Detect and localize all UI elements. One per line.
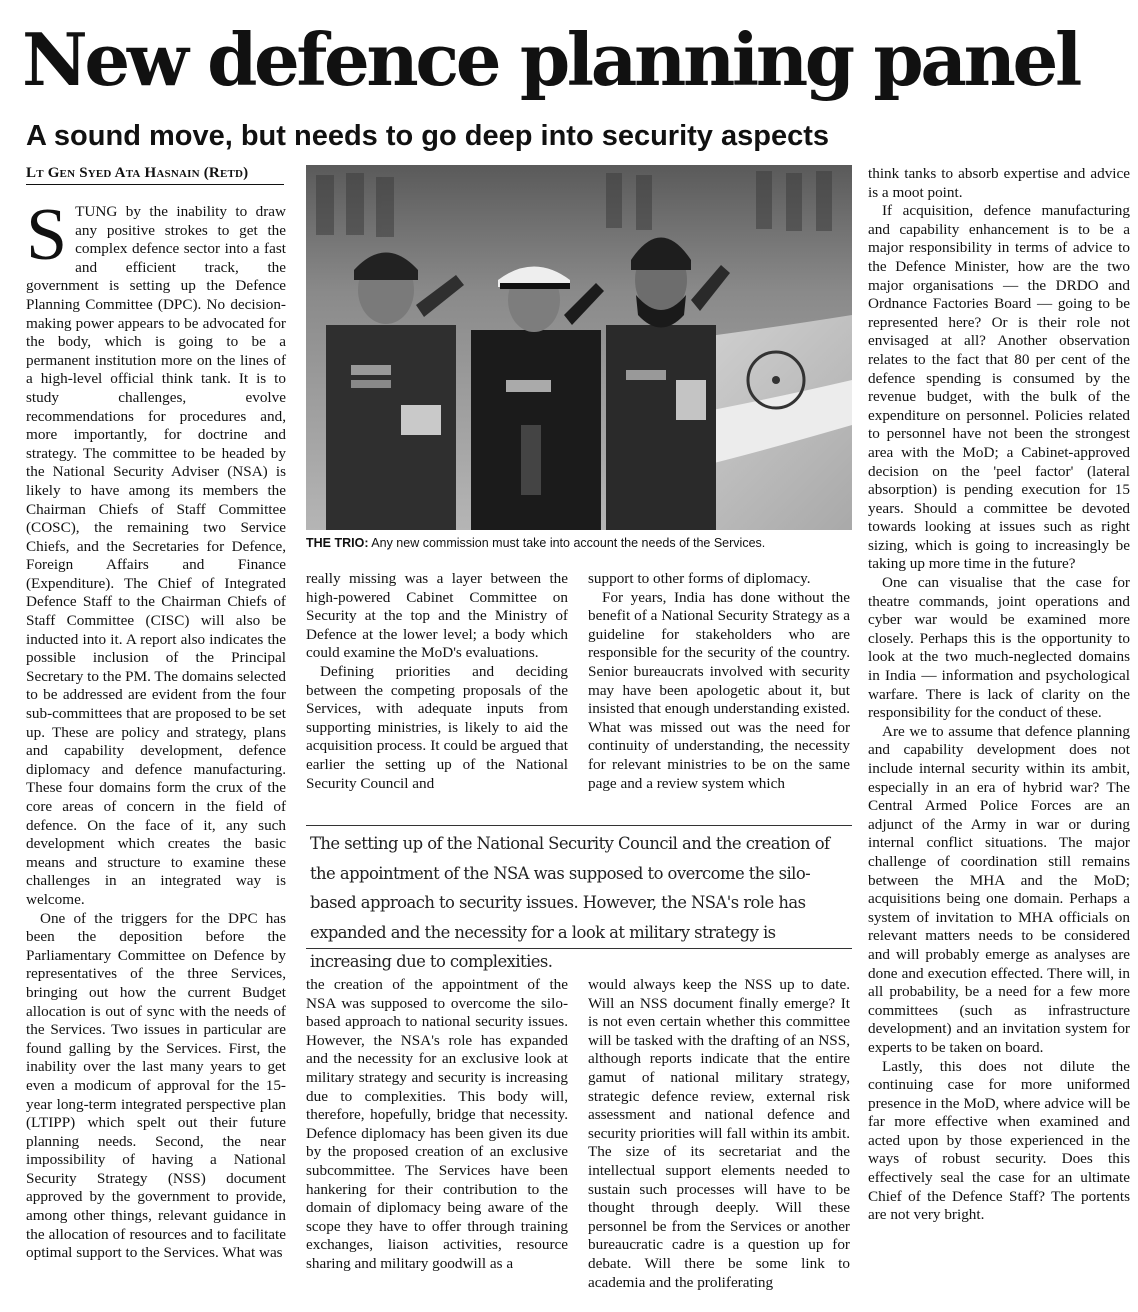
paragraph: think tanks to absorb expertise and advice is a moot point. — [868, 165, 1130, 201]
paragraph: really missing was a layer between the high-powered Cabinet Committee on Security at the top and the Ministry of Defence at the lower level; a body which could examine the MoD's evaluations. — [306, 570, 568, 662]
article-column-3-bottom — [588, 976, 850, 1292]
article-column-4 — [868, 165, 1130, 1225]
article-column-3-top — [588, 570, 850, 793]
pull-quote-rule-bottom — [306, 948, 852, 949]
news-photo — [306, 165, 852, 530]
article-column-2-top — [306, 570, 568, 793]
paragraph: Lastly, this does not dilute the continuing case for more uniformed presence in the MoD, where advice will be far more effective when examined and acted upon by those experienced in the ways of robust security. Does this effectively seal the case for an ultimate Chief of the Defence Staff? The portents are not very bright. — [868, 1057, 1130, 1224]
paragraph: the creation of the appointment of the NSA was supposed to overcome the silo-based approach to national security issues. However, the NSA's role has expanded and the necessity for an exclusive look at military strategy and security is increasing due to complexities. This body will, therefore, hopefully, bridge that necessity. Defence diplomacy has been given its due by the proposed creation of an exclusive subcommittee. The Services have been hankering for their contribution to the domain of diplomacy being aware of the scope they have to offer through training exchanges, liaison activities, resource sharing and military goodwill as a — [306, 976, 568, 1272]
caption-text: Any new commission must take into account the needs of the Services. — [371, 536, 766, 550]
subheadline: A sound move, but needs to go deep into security aspects — [26, 120, 830, 152]
paragraph: Defining priorities and deciding between the competing proposals of the Services, with adequate inputs from supporting ministries, is likely to aid the acquisition process. It could be argued that earlier the setting up of the National Security Council and — [306, 662, 568, 792]
paragraph: If acquisition, defence manufacturing and capability enhancement is to be a major responsibility in terms of advice to the Defence Minister, how are the two major organisations — the DRDO and Ordnance Factories Board — going to be represented here? Or is their role not envisaged at all? Another observation relates to the fact that 80 per cent of the defence spending is consumed by the revenue budget, with the bulk of the expenditure on personnel. Policies related to personnel have not been the strongest area with the MoD; a Cabinet-approved decision on the 'peel factor' (lateral absorption) is pending execution for 15 years. Should a committee be devoted towards looking at issues such as right sizing, which is going to increasingly be taking up more time in the future? — [868, 202, 1130, 573]
pull-quote: The setting up of the National Security Council and the creation of the appointment of the NSA was supposed to overcome the silo-based approach to security issues. However, the NSA's role has expanded and the necessity for a look at military strategy is increasing due to complexities. — [310, 834, 830, 971]
caption-label: THE TRIO: — [306, 536, 369, 550]
three-officers-saluting-image — [306, 165, 852, 530]
paragraph: One of the triggers for the DPC has been the deposition before the Parliamentary Committee on Defence by representatives of the three Services, bringing out how the current Budget allocation is out of sync with the needs of the Services. Two issues in particular are found galling by the Services. First, the inability over the last many years to get even a modicum of approval for the 15-year long-term integrated perspective plan (LTIPP) which spelt out their future planning needs. Second, the near impossibility of having a National Security Strategy (NSS) document approved by the government to provide, among other things, relevant guidance in the allocation of resources and to facilitate optimal support to the Services. What was — [26, 909, 286, 1262]
pull-quote-rule-top — [306, 825, 852, 826]
article-column-2-bottom — [306, 976, 568, 1274]
paragraph: would always keep the NSS up to date. Will an NSS document finally emerge? It is not even certain whether this committee will be tasked with the drafting of an NSS, although reports indicate that the entire gamut of national military strategy, strategic defence review, external risk assessment and national defence and security priorities will fall within its ambit. The size of its secretariat and the intellectual support elements needed to sustain such processes will have to be thought through deeply. Will these personnel be from the Services or another bureaucratic cadre is a question up for debate. Will there be some link to academia and the proliferating — [588, 976, 850, 1291]
paragraph: One can visualise that the case for theatre commands, joint operations and cyber war would be examined more closely. Perhaps this is the opportunity to look at the two much-neglected domains in India — information and psychological warfare. There is lack of clarity on the responsibility for the conduct of these. — [868, 574, 1130, 722]
drop-cap: S — [26, 194, 68, 276]
article-column-1 — [26, 194, 286, 1263]
paragraph: support to other forms of diplomacy. — [588, 570, 811, 587]
photo-caption — [306, 534, 852, 552]
headline: New defence planning panel — [22, 17, 1079, 102]
paragraph: For years, India has done without the benefit of a National Security Strategy as a guideline for stakeholders who are responsible for the security of the country. Senior bureaucrats involved with security may have been apologetic about it, but insisted that enough understanding existed. What was missed out was the need for continuity of understanding, the necessity for relevant ministries to be on the same page and a review system which — [588, 588, 850, 792]
byline: Lt Gen Syed Ata Hasnain (Retd) — [26, 163, 284, 185]
paragraph: Are we to assume that defence planning and capability development does not include internal security within its ambit, especially in an era of hybrid war? The Central Armed Police Forces are an adjunct of the Army in war or during internal conflict situations. The major challenge of coordination still remains between the MHA and the MoD; acquisitions being one domain. Perhaps a system of invitation to MHA officials on relevant matters needs to be considered and will probably emerge as analyses are done and execution effected. There will, in all probability, be a need for a few more committees (such as infrastructure development) and an invitation system for experts to be taken on board. — [868, 722, 1130, 1056]
paragraph: STUNG by the inability to draw any positive strokes to get the complex defence sector into a fast and efficient track, the government is setting up the Defence Planning Committee (DPC). No decision-making power appears to be advocated for the body, which is going to be a permanent institution more on the lines of a high-level official think tank. It is to study challenges, evolve recommendations for procedures and, more importantly, for doctrine and strategy. The committee to be headed by the National Security Adviser (NSA) is likely to have among its members the Chairman Chiefs of Staff Committee (COSC), the remaining two Service Chiefs, and the Secretaries for Defence, Foreign Affairs and Finance (Expenditure). The Chief of Integrated Defence Staff to the Chairman Chiefs of Staff Committee (CISC) will also be inducted into it. A report also indicates the possible inclusion of the Principal Secretary to the PM. The domains selected to be addressed are evident from the four sub-committees that are proposed to be set up. These are policy and strategy, plans and capability development, defence diplomacy and defence manufacturing. These four domains form the crux of the core areas of concern in the field of defence. On the face of it, any such development which creates the basic means and structure to examine these challenges in an integrated way is welcome. — [26, 194, 286, 908]
